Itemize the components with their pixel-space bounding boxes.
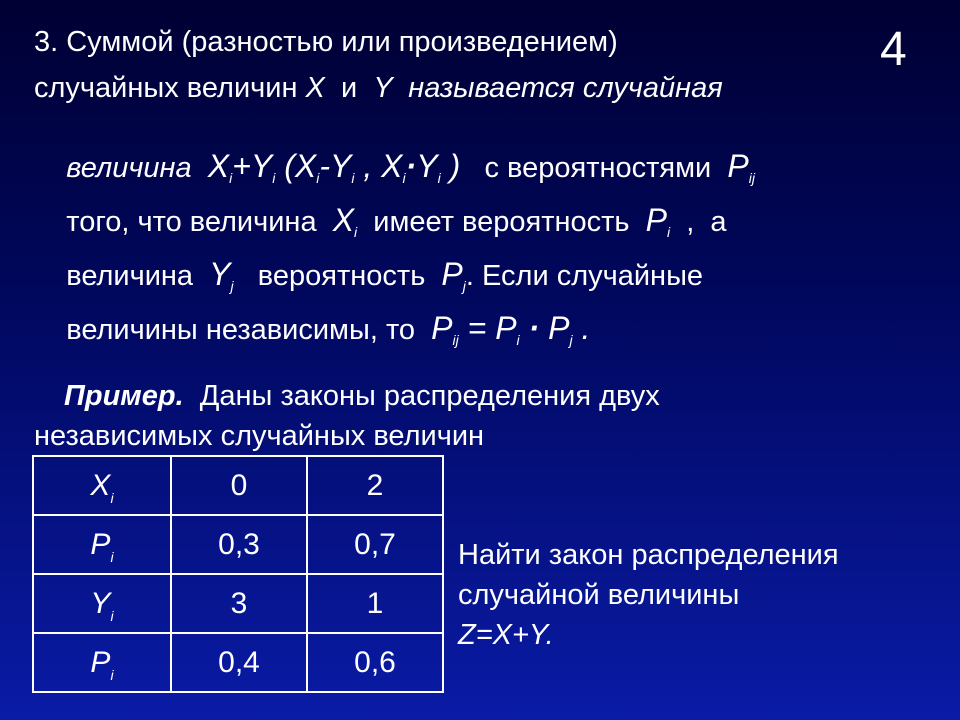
formula: , X	[354, 148, 403, 184]
subscript: i	[110, 489, 114, 506]
example-line-1	[34, 376, 934, 416]
subscript: i	[437, 170, 441, 186]
multiply-dot: ·	[519, 310, 549, 346]
var-p: P	[441, 256, 463, 292]
var-p: P	[431, 310, 453, 346]
var-p: P	[90, 645, 111, 679]
text: случайных величин	[34, 72, 306, 104]
table-cell: 0,3	[171, 515, 307, 574]
row-label	[33, 574, 171, 633]
subscript: i	[110, 607, 114, 624]
subscript: i	[110, 666, 114, 683]
task-text	[458, 535, 948, 655]
text: того, что величина	[66, 206, 333, 238]
table-row	[33, 574, 443, 633]
text: имеет вероятность	[357, 206, 646, 238]
var-y: Y	[373, 72, 393, 104]
formula: .	[572, 310, 591, 346]
subscript: i	[229, 170, 233, 186]
task-formula: Z=X+Y.	[458, 619, 554, 651]
definition-paragraph	[34, 22, 934, 348]
text: . Если случайные	[465, 260, 704, 292]
formula: -Y	[319, 148, 352, 184]
formula: +Y	[232, 148, 273, 184]
table-cell: 3	[171, 574, 307, 633]
var-y: Y	[90, 586, 111, 620]
multiply-dot: ·	[405, 148, 417, 184]
var-y: Y	[209, 256, 231, 292]
subscript: i	[110, 548, 114, 565]
definition-line-1	[34, 22, 934, 68]
text: , а	[670, 206, 727, 238]
formula: Y	[416, 148, 438, 184]
task-line: случайной величины	[458, 579, 740, 611]
text: вероятность	[233, 260, 442, 292]
formula: (X	[275, 148, 317, 184]
row-label	[33, 456, 171, 515]
table-row	[33, 515, 443, 574]
table-row	[33, 633, 443, 692]
example-line-2	[34, 416, 934, 456]
distribution-table	[32, 455, 444, 693]
table-cell: 0	[171, 456, 307, 515]
text: величина	[66, 152, 208, 184]
table-cell: 2	[307, 456, 443, 515]
var-x: X	[305, 72, 325, 104]
text: независимых случайных величин	[34, 420, 485, 452]
subscript: i	[402, 170, 406, 186]
var-x: X	[207, 148, 230, 184]
var-x: X	[332, 202, 355, 238]
subscript: i	[351, 170, 355, 186]
subscript: j	[569, 332, 573, 348]
subscript: ij	[748, 170, 755, 186]
var-p: P	[548, 310, 570, 346]
subscript: j	[230, 278, 234, 294]
table-cell: 0,4	[171, 633, 307, 692]
row-label	[33, 633, 171, 692]
text: Даны законы распределения двух	[183, 380, 660, 412]
table-row	[33, 456, 443, 515]
var-x: X	[90, 468, 111, 502]
table-cell: 1	[307, 574, 443, 633]
text: величины независимы, то	[66, 314, 432, 346]
formula: = P	[458, 310, 517, 346]
subscript: j	[462, 278, 466, 294]
subscript: i	[667, 224, 671, 240]
subscript: ij	[452, 332, 459, 348]
definition-line-3	[34, 106, 934, 186]
definition-line-2	[34, 68, 934, 106]
table-cell: 0,6	[307, 633, 443, 692]
table-cell: 0,7	[307, 515, 443, 574]
slide-number: 4	[880, 23, 907, 76]
subscript: i	[316, 170, 320, 186]
var-p: P	[645, 202, 667, 238]
text: величина	[66, 260, 210, 292]
text: называется случайная	[392, 72, 723, 104]
subscript: i	[516, 332, 520, 348]
example-paragraph	[34, 376, 934, 456]
text: 3. Суммой (разностью или произведением)	[34, 26, 618, 58]
text: и	[324, 72, 374, 104]
formula: )	[440, 148, 461, 184]
text: с вероятностями	[460, 152, 728, 184]
example-label: Пример.	[64, 380, 184, 412]
row-label	[33, 515, 171, 574]
var-p: P	[90, 527, 111, 561]
task-line: Найти закон распределения	[458, 539, 839, 571]
var-p: P	[727, 148, 749, 184]
subscript: i	[272, 170, 276, 186]
subscript: i	[354, 224, 358, 240]
